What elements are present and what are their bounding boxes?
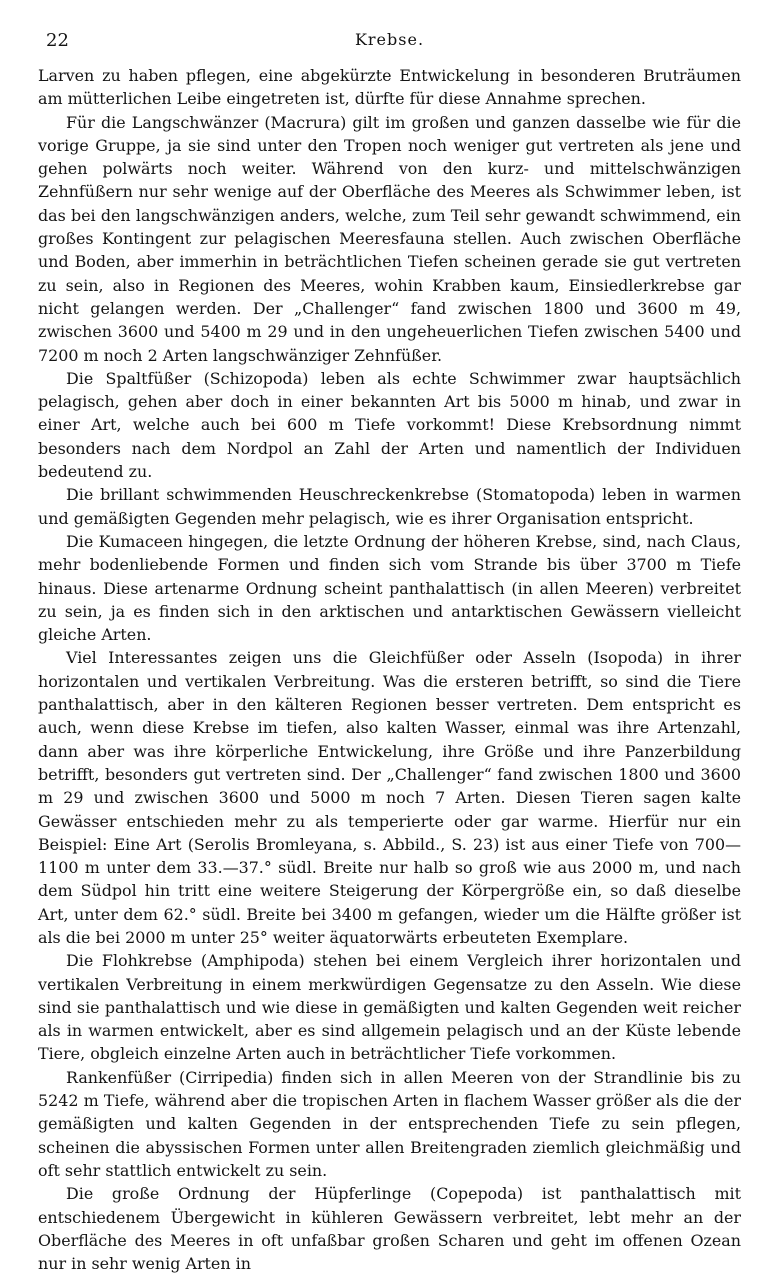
paragraph-stomatopoda: Die brillant schwimmenden Heuschreckenkrebse (Stomatopoda) leben in warmen und gemäßigten Gegenden mehr pelagisch, wie es ihrer Organisation entspricht. xyxy=(38,485,741,528)
body-text xyxy=(38,64,741,1275)
running-head: Krebse. xyxy=(354,30,425,49)
page-number: 22 xyxy=(46,30,69,51)
paragraph-schizopoda: Die Spaltfüßer (Schizopoda) leben als echte Schwimmer zwar hauptsächlich pelagisch, gehen aber doch in einer bekannten Art bis 5000 m hinab, und zwar in einer Art, welche auch bei 600 m Tiefe vorkommt! Diese Krebsordnung nimmt besonders nach dem Nordpol an Zahl der Arten und namentlich der Individuen bedeutend zu. xyxy=(38,368,741,482)
paragraph-isopoda: Viel Interessantes zeigen uns die Gleichfüßer oder Asseln (Isopoda) in ihrer horizontalen und vertikalen Verbreitung. Was die ersteren betrifft, so sind die Tiere panthalattisch, aber in den kälteren Regionen besser vertreten. Dem entspricht es auch, wenn diese Krebse im tiefen, also kalten Wasser, einmal was ihre Artenzahl, dann aber was ihre körperliche Entwickelung, ihre Größe und ihre Panzerbildung betrifft, besonders gut vertreten sind. Der „Challenger“ fand zwischen 1800 und 3600 m 29 und zwischen 3600 und 5000 m noch 7 Arten. Diesen Tieren sagen kalte Gewässer entschieden mehr zu als temperierte oder gar warme. Hierfür nur ein Beispiel: Eine Art (Serolis Bromleyana, s. Abbild., S. 23) ist aus einer Tiefe von 700—1100 m unter dem 33.—37.° südl. Breite nur halb so groß wie aus 2000 m, und nach dem Südpol hin tritt eine weitere Steigerung der Körpergröße ein, so daß dieselbe Art, unter dem 62.° südl. Breite bei 3400 m gefangen, wieder um die Hälfte größer ist als die bei 2000 m unter 25° weiter äquatorwärts erbeuteten Exemplare. xyxy=(38,648,741,947)
paragraph-cirripedia: Rankenfüßer (Cirripedia) finden sich in allen Meeren von der Strandlinie bis zu 5242 m Tiefe, während aber die tropischen Arten in flachem Wasser größer als die der gemäßigten und kalten Gegenden in der entsprechenden Tiefe zu sein pflegen, scheinen die abyssischen Formen unter allen Breitengraden ziemlich gleichmäßig und oft sehr stattlich entwickelt zu sein. xyxy=(38,1067,741,1180)
paragraph-kumaceen: Die Kumaceen hingegen, die letzte Ordnung der höheren Krebse, sind, nach Claus, mehr bodenliebende Formen und finden sich vom Strande bis über 3700 m Tiefe hinaus. Diese artenarme Ordnung scheint panthalattisch (in allen Meeren) verbreitet zu sein, ja es finden sich in den arktischen und antarktischen Gewässern vielleicht gleiche Arten. xyxy=(38,531,741,645)
page-header xyxy=(38,26,741,56)
paragraph-copepoda: Die große Ordnung der Hüpferlinge (Copepoda) ist panthalattisch mit entschiedenem Übergewicht in kühleren Gewässern verbreitet, lebt mehr an der Oberfläche des Meeres in oft unfaßbar großen Scharen und geht im offenen Ozean nur in sehr wenig Arten in xyxy=(38,1184,741,1274)
paragraph-macrura: Für die Langschwänzer (Macrura) gilt im großen und ganzen dasselbe wie für die vorige Gruppe, ja sie sind unter den Tropen noch weniger gut vertreten als jene und gehen polwärts noch weiter. Während von den kurz- und mittelschwänzigen Zehnfüßern nur sehr wenige auf der Oberfläche des Meeres als Schwimmer leben, ist das bei den langschwänzigen anders, welche, zum Teil sehr gewandt schwimmend, ein großes Kontingent zur pelagischen Meeresfauna stellen. Auch zwischen Oberfläche und Boden, aber immerhin in beträchtlichen Tiefen scheinen gerade sie gut vertreten zu sein, also in Regionen des Meeres, wohin Krabben kaum, Einsiedlerkrebse gar nicht gelangen werden. Der „Challenger“ fand zwischen 1800 und 3600 m 49, zwischen 3600 und 5400 m 29 und in den ungeheuerlichen Tiefen zwischen 5400 und 7200 m noch 2 Arten langschwänziger Zehnfüßer. xyxy=(38,112,741,365)
paragraph-amphipoda: Die Flohkrebse (Amphipoda) stehen bei einem Vergleich ihrer horizontalen und vertikalen Verbreitung in einem merkwürdigen Gegensatze zu den Asseln. Wie diese sind sie panthalattisch und wie diese in gemäßigten und kalten Gegenden weit reicher als in warmen entwickelt, aber es sind allgemein pelagisch und an der Küste lebende Tiere, obgleich einzelne Arten auch in beträchtlicher Tiefe vorkommen. xyxy=(38,951,741,1064)
paragraph-continuation: Larven zu haben pflegen, eine abgekürzte Entwickelung in besonderen Bruträumen am mütterlichen Leibe eingetreten ist, dürfte für diese Annahme sprechen. xyxy=(38,66,741,109)
